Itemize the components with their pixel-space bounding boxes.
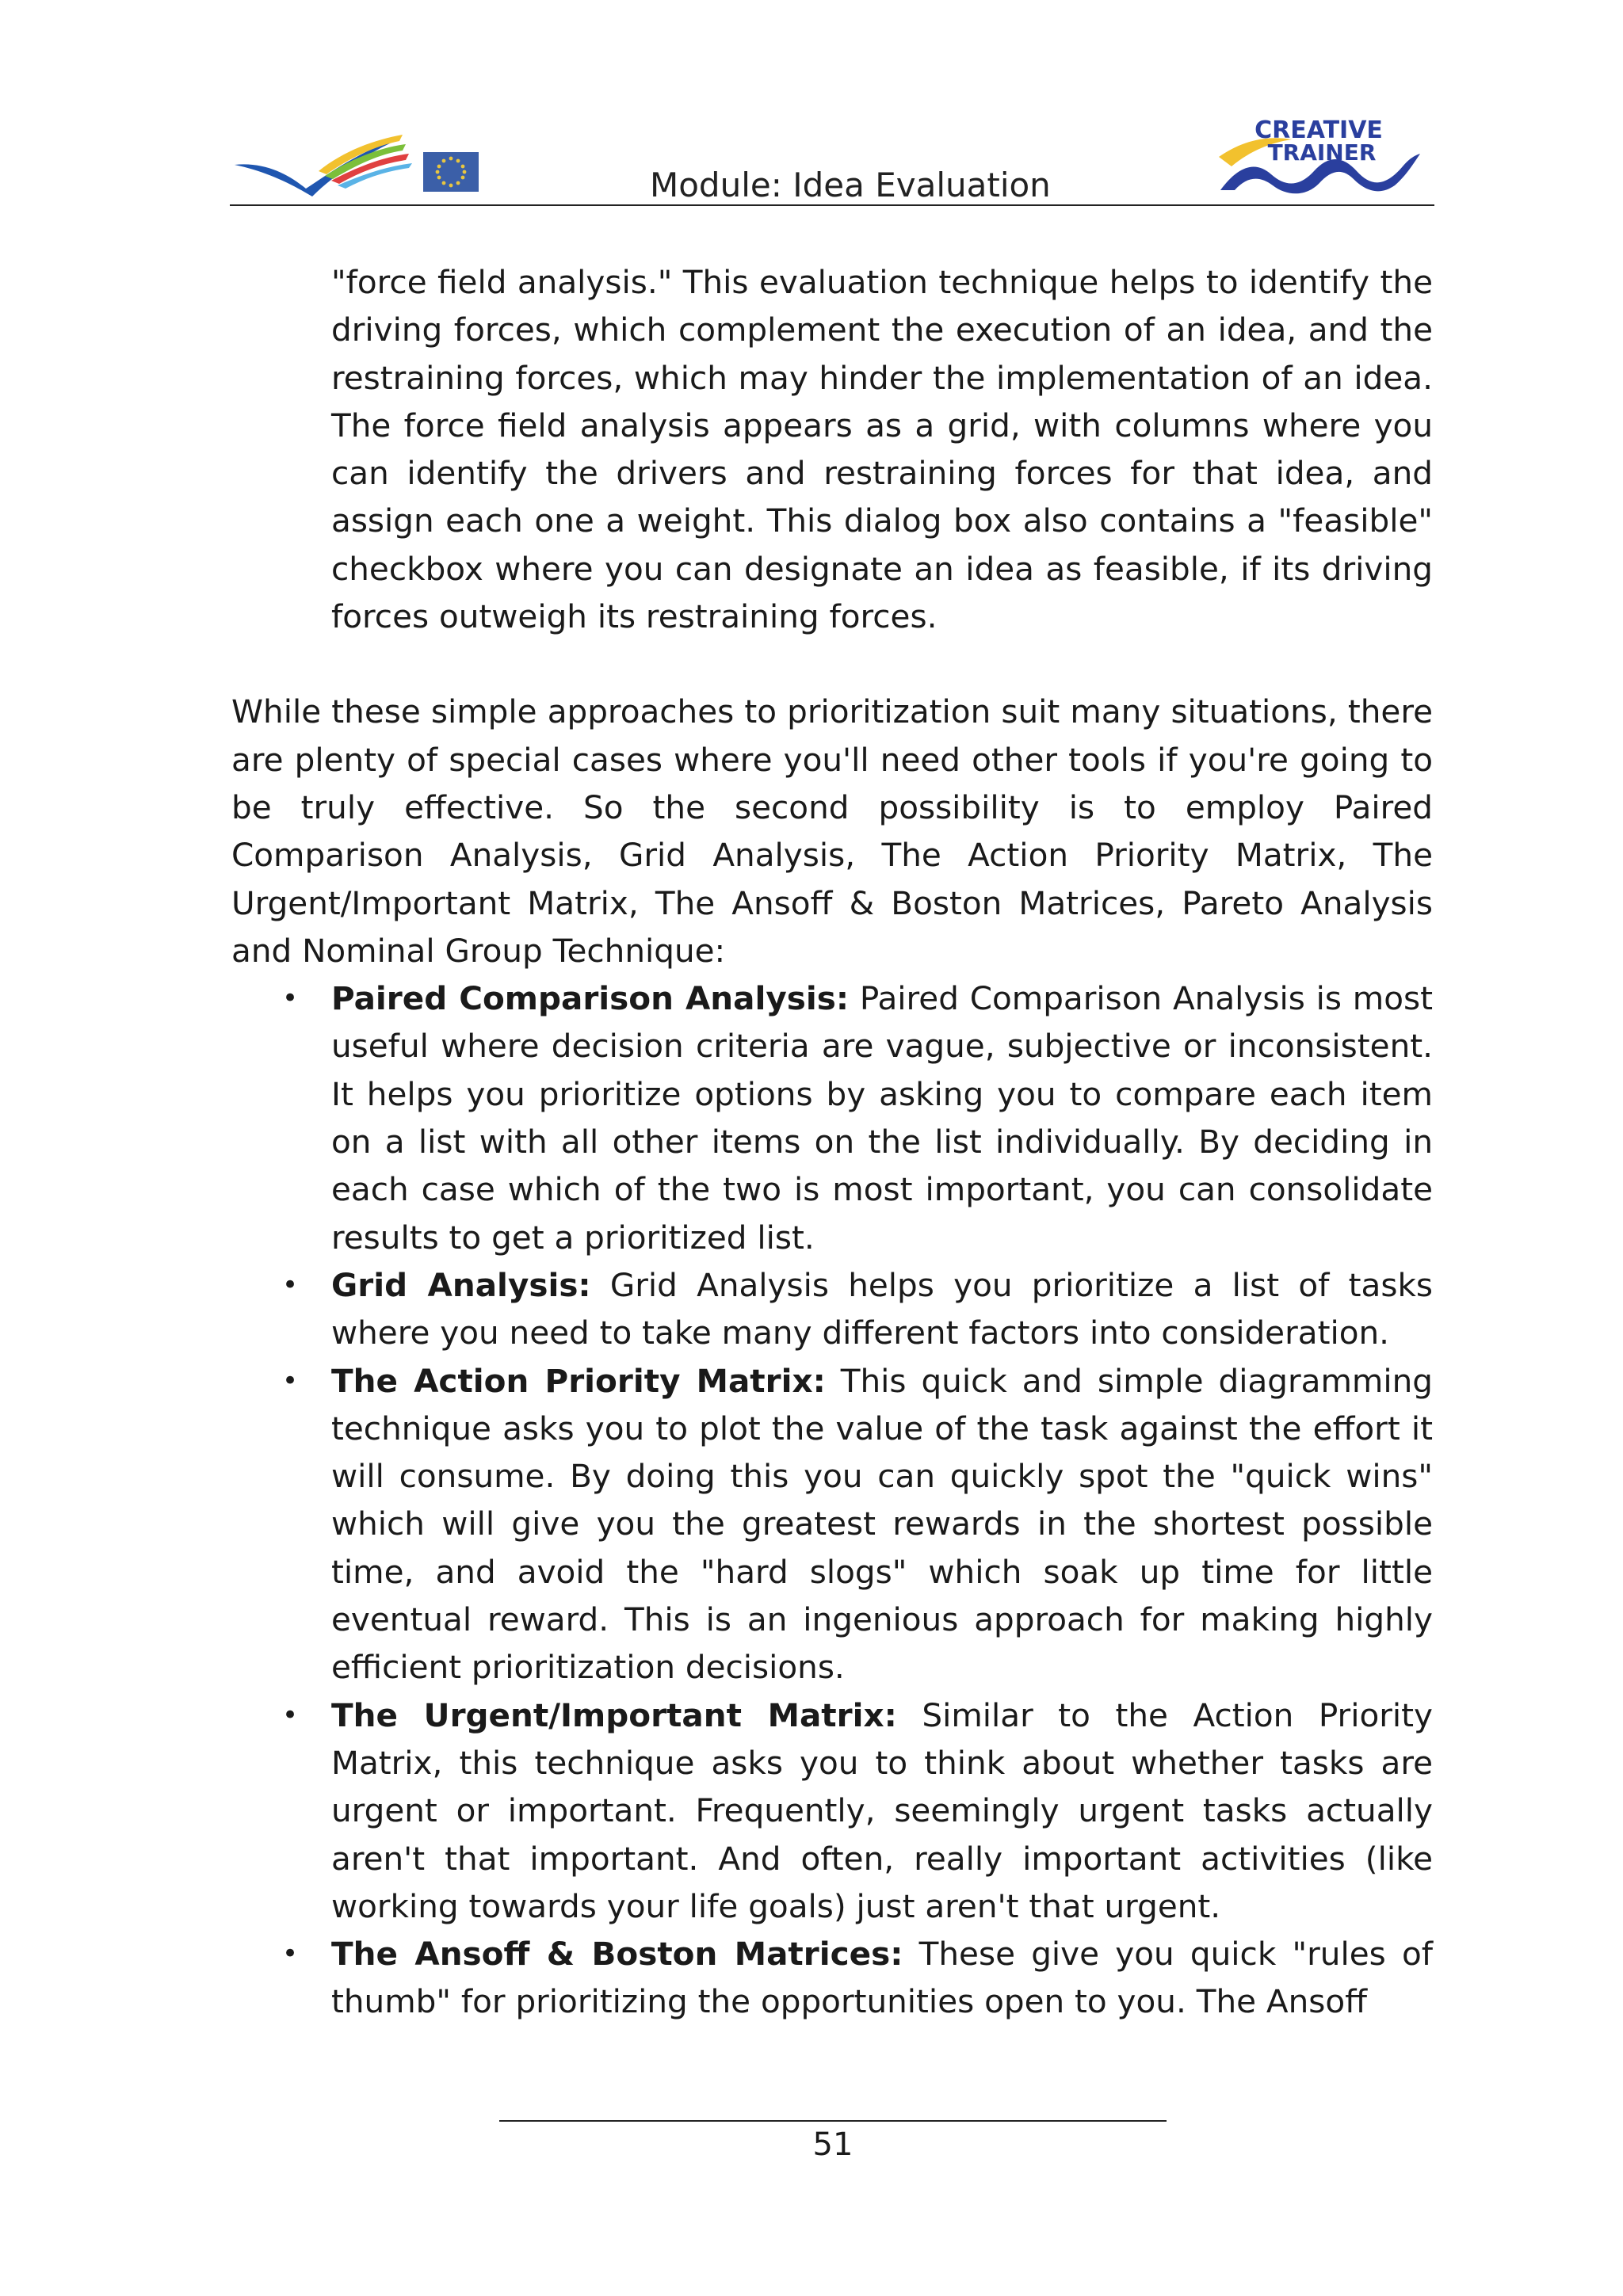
list-item bbox=[231, 974, 1433, 1261]
technique-list bbox=[231, 974, 1433, 2026]
list-item-text: These give you quick "rules of thumb" for prioritizing the opportunities open to you. The Ansoff bbox=[331, 1935, 1433, 2021]
bullet-icon: • bbox=[282, 982, 299, 1015]
module-title: Module: Idea Evaluation bbox=[650, 166, 1051, 204]
page-body bbox=[231, 258, 1433, 2026]
intro-paragraph: "force field analysis." This evaluation technique helps to identify the driving forces, which complement the execution of an idea, and the restraining forces, which may hinder the implementation of an idea. The force field analysis appears as a grid, with columns where you can identify the drivers and restraining forces for that idea, and assign each one a weight. This dialog box also contains a "feasible" checkbox where you can designate an idea as feasible, if its driving forces outweigh its restraining forces. bbox=[331, 263, 1433, 636]
list-item-term: Grid Analysis: bbox=[331, 1265, 591, 1304]
footer-divider bbox=[499, 2120, 1167, 2122]
list-item-text: Paired Comparison Analysis is most useful where decision criteria are vague, subjective or inconsistent. It helps you prioritize options by asking you to compare each item on a list with all other items on the list individually. By deciding in each case which of the two is most important, you can consolidate results to get a prioritized list. bbox=[331, 979, 1433, 1257]
paragraph-spacer bbox=[231, 640, 1433, 688]
list-item-term: Paired Comparison Analysis: bbox=[331, 979, 850, 1018]
program-logo-icon bbox=[233, 127, 487, 198]
list-item bbox=[231, 1261, 1433, 1357]
list-item bbox=[231, 1691, 1433, 1930]
page-header bbox=[230, 111, 1434, 206]
bullet-icon: • bbox=[282, 1268, 299, 1301]
bullet-icon: • bbox=[282, 1699, 299, 1731]
bullet-icon: • bbox=[282, 1364, 299, 1397]
list-item-text: This quick and simple diagramming technique asks you to plot the value of the task against the effort it will consume. By doing this you can quickly spot the "quick wins" which will give you the greatest rewards in the shortest possible time, and avoid the "hard slogs" which soak up time for little eventual reward. This is an ingenious approach for making highly efficient prioritization decisions. bbox=[331, 1361, 1434, 1687]
list-item-term: The Ansoff & Boston Matrices: bbox=[331, 1935, 903, 1974]
main-paragraph: While these simple approaches to prioritization suit many situations, there are plenty of special cases where you'll need other tools if you're going to be truly effective. So the second possibility is to employ Paired Comparison Analysis, Grid Analysis, The Action Priority Matrix, The Urgent/Important Matrix, The Ansoff & Boston Matrices, Pareto Analysis and Nominal Group Technique: bbox=[231, 692, 1433, 970]
list-item bbox=[231, 1930, 1433, 2026]
list-item-text: Grid Analysis helps you prioritize a list of tasks where you need to take many different factors into consideration. bbox=[331, 1265, 1433, 1352]
creative-trainer-logo bbox=[1216, 111, 1423, 200]
bullet-icon: • bbox=[282, 1938, 299, 1970]
list-item bbox=[231, 1357, 1433, 1691]
list-item-term: The Action Priority Matrix: bbox=[331, 1361, 826, 1400]
svg-text:CREATIVE: CREATIVE bbox=[1254, 116, 1383, 144]
page-number: 51 bbox=[812, 2126, 854, 2163]
svg-text:TRAINER: TRAINER bbox=[1267, 139, 1377, 166]
list-item-term: The Urgent/Important Matrix: bbox=[331, 1695, 897, 1734]
list-item-text: Similar to the Action Priority Matrix, this technique asks you to think about whether tasks are urgent or important. Frequently, seemingly urgent tasks actually aren't that important. And often, really important activities (like working towards your life goals) just aren't that urgent. bbox=[331, 1695, 1433, 1925]
